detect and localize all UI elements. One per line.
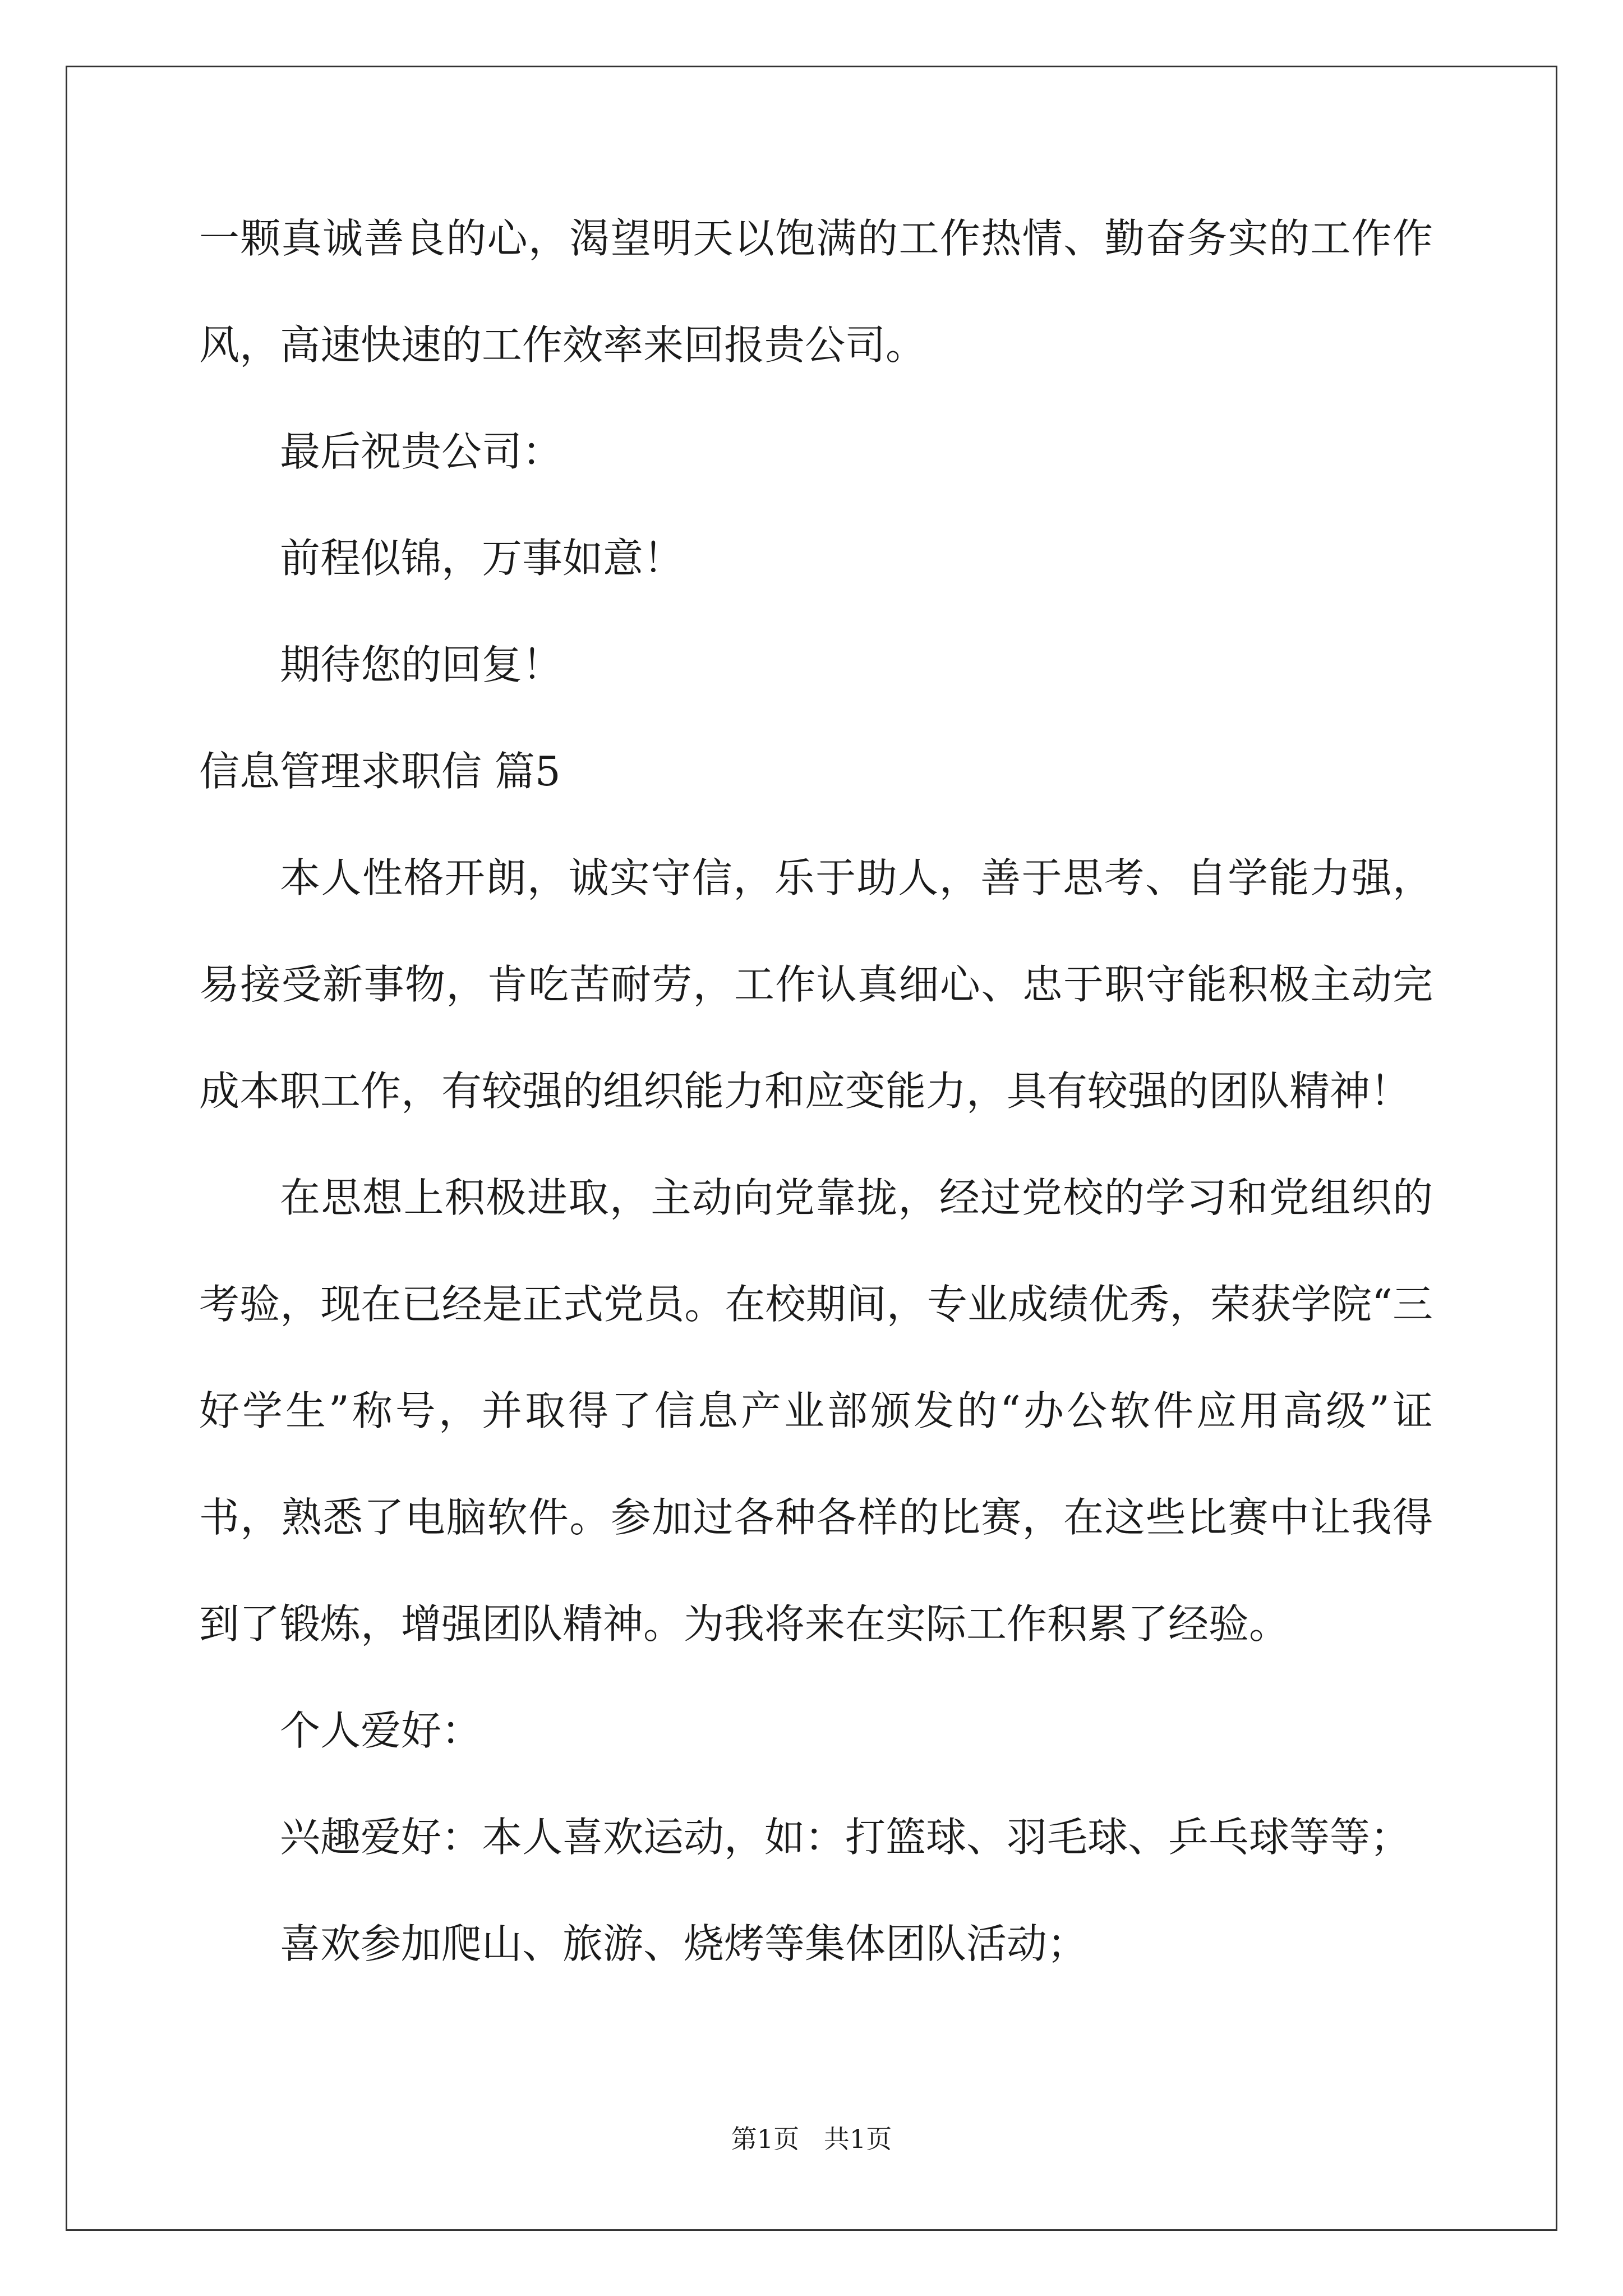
paragraph-line: 书，熟悉了电脑软件。参加过各种各样的比赛，在这些比赛中让我得 [199, 1494, 1433, 1541]
page-footer [0, 2122, 1623, 2156]
paragraph-line: 到了锻炼，增强团队精神。为我将来在实际工作积累了经验。 [199, 1600, 1290, 1648]
paragraph-line: 易接受新事物，肯吃苦耐劳，工作认真细心、忠于职守能积极主动完 [199, 961, 1433, 1008]
paragraph-line: 风，高速快速的工作效率来回报贵公司。 [199, 321, 926, 369]
closing-line: 前程似锦，万事如意！ [280, 535, 684, 582]
paragraph-line: 成本职工作，有较强的组织能力和应变能力，具有较强的团队精神！ [199, 1068, 1411, 1115]
paragraph-line: 喜欢参加爬山、旅游、烧烤等集体团队活动； [280, 1920, 1088, 1967]
paragraph-line: 考验，现在已经是正式党员。在校期间，专业成绩优秀，荣获学院“三 [199, 1281, 1433, 1328]
closing-line: 期待您的回复！ [280, 641, 563, 688]
paragraph-line: 一颗真诚善良的心，渴望明天以饱满的工作热情、勤奋务实的工作作 [199, 215, 1433, 262]
paragraph-line: 个人爱好： [280, 1707, 482, 1754]
section-heading: 信息管理求职信 篇5 [199, 748, 561, 795]
page-number-label: 第1页 共1页 [731, 2124, 892, 2154]
paragraph-line: 好学生”称号，并取得了信息产业部颁发的“办公软件应用高级”证 [199, 1387, 1433, 1434]
paragraph-line: 本人性格开朗，诚实守信，乐于助人，善于思考、自学能力强， [280, 854, 1433, 901]
closing-line: 最后祝贵公司： [280, 428, 563, 475]
paragraph-line: 兴趣爱好：本人喜欢运动，如：打篮球、羽毛球、乒乓球等等； [280, 1814, 1411, 1861]
document-body [199, 185, 1433, 1997]
paragraph-line: 在思想上积极进取，主动向党靠拢，经过党校的学习和党组织的 [280, 1174, 1433, 1221]
